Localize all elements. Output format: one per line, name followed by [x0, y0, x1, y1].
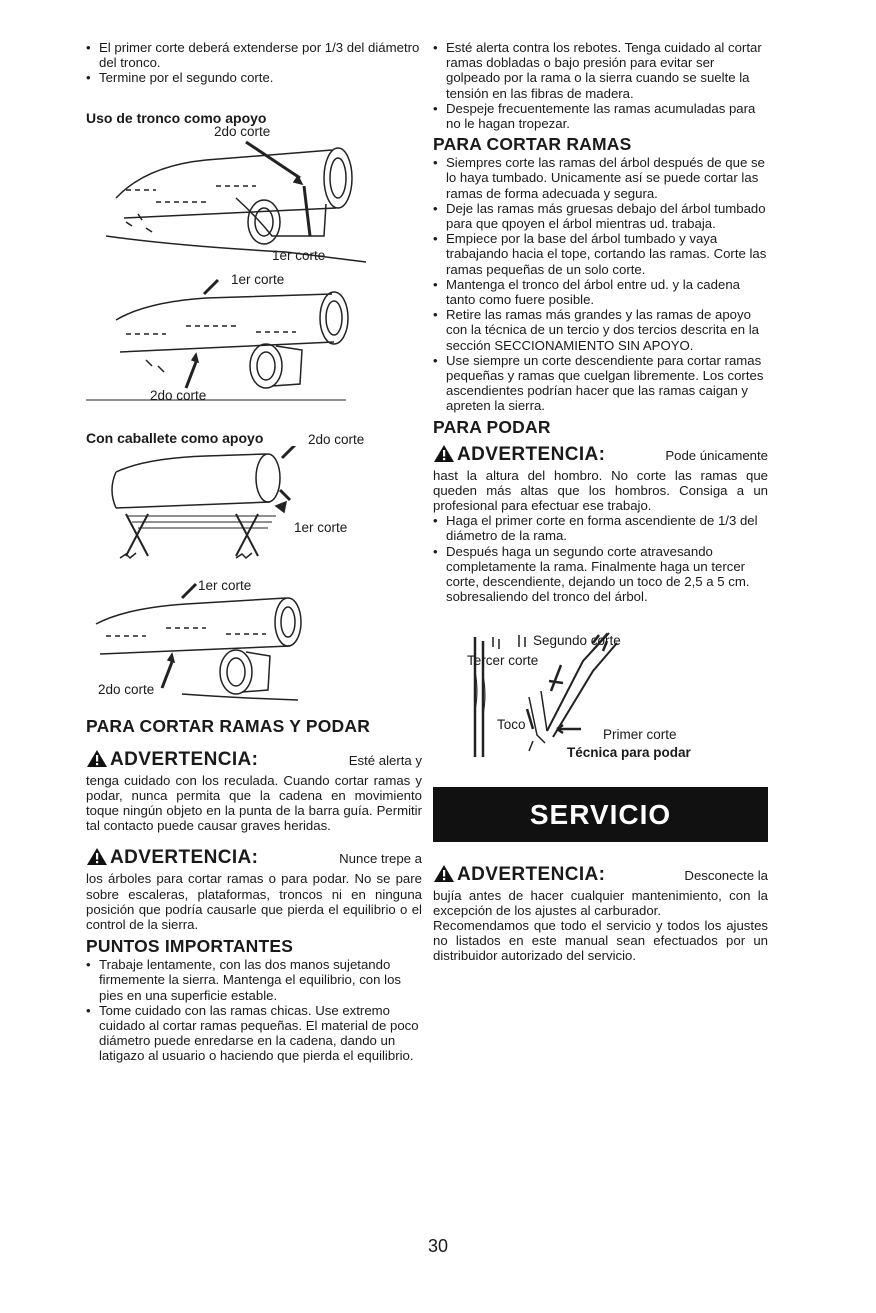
- warning-body: hast la altura del hombro. No corte las ramas que queden más altas que los hombros. Consiga a un profesional para efectuar ese trabajo.: [433, 467, 768, 514]
- service-banner: SERVICIO: [433, 787, 768, 842]
- warning-title: ADVERTENCIA:: [110, 847, 259, 869]
- list-item: • Retire las ramas más grandes y las ramas de apoyo con la técnica de un tercio y dos tercios descrita en la sección SECCIONAMIENTO SIN APOYO.: [433, 307, 768, 353]
- list-item: • Empiece por la base del árbol tumbado y vaya trabajando hacia el tope, cortando las ramas. Corte las ramas pequeñas de un solo corte.: [433, 231, 768, 277]
- warning-triangle-icon: [433, 864, 455, 888]
- limbing-pruning-title: PARA CORTAR RAMAS Y PODAR: [86, 715, 371, 736]
- second-cut-label: 2do corte: [308, 431, 365, 447]
- warning-lead: Pode únicamente: [665, 447, 768, 463]
- important-points-list: [86, 957, 422, 1063]
- first-cut-label: 1er corte: [231, 271, 285, 287]
- stub-label: Toco: [497, 716, 526, 732]
- warning-block: [433, 444, 768, 514]
- first-cut-label: 1er corte: [198, 577, 252, 593]
- warning-lead: Desconecte la: [684, 867, 768, 883]
- warning-body: bujía antes de hacer cualquier mantenimiento, con la excepción de los ajustes al carburador.: [433, 887, 768, 918]
- second-cut-label: 2do corte: [214, 123, 271, 139]
- list-item: • Use siempre un corte descendiente para cortar ramas pequeñas y ramas que cuelgan libremente. Los cortes ascendientes podrían hacer que las ramas caigan y apreten la sierra.: [433, 353, 768, 414]
- list-item: • Deje las ramas más gruesas debajo del árbol tumbado para que qpoyen el árbol mientras ud. trabaja.: [433, 201, 768, 231]
- pruning-illustration: [433, 631, 733, 761]
- warning-body: los árboles para cortar ramas o para podar. No se pare sobre escaleras, plataformas, troncos ni en ninguna posición que podría causarle que pierda el equilibrio o el control de la sierra.: [86, 871, 422, 933]
- warning-title: ADVERTENCIA:: [110, 748, 259, 770]
- log-support-heading: Uso de tronco como apoyo: [86, 109, 267, 126]
- pruning-title: PARA PODAR: [433, 416, 551, 437]
- second-cut-label: 2do corte: [98, 681, 155, 697]
- warning-triangle-icon: [433, 444, 455, 468]
- pruning-technique-figure: [433, 631, 768, 761]
- important-points-title: PUNTOS IMPORTANTES: [86, 936, 294, 957]
- first-cut-label: Primer corte: [603, 726, 677, 742]
- warning-triangle-icon: [86, 847, 108, 871]
- warning-lead: Esté alerta y: [348, 752, 422, 768]
- list-item: • Esté alerta contra los rebotes. Tenga cuidado al cortar ramas dobladas o bajo presión para evitar ser golpeado por la rama o la sierra cuando se suelte la tensión en las fibras de madera.: [433, 40, 768, 101]
- pruning-bullet-list: [433, 513, 768, 604]
- list-item: • Haga el primer corte en forma ascendiente de 1/3 del diámetro de la rama.: [433, 513, 768, 543]
- second-cut-label: Segundo corte: [533, 632, 621, 648]
- list-item: • Tome cuidado con las ramas chicas. Use extremo cuidado al cortar ramas pequeñas. El material de poco diámetro puede enredarse en la cadena, dando un latigazo al usuario o haciendo que pierda el equilibrio.: [86, 1003, 422, 1064]
- sawhorse-figure-2: [86, 577, 422, 710]
- third-cut-label: Tercer corte: [467, 652, 539, 668]
- warning-title: ADVERTENCIA:: [457, 863, 606, 885]
- pruning-caption: Técnica para podar: [567, 744, 691, 760]
- log-on-sawhorse-illustration: [86, 446, 386, 574]
- warning-block: [86, 749, 422, 834]
- limbing-bullet-list: [433, 155, 768, 413]
- right-column: [433, 40, 768, 964]
- list-item: • Despeje frecuentemente las ramas acumuladas para no le hagan tropezar.: [433, 101, 768, 131]
- list-item: • Trabaje lentamente, con las dos manos sujetando firmemente la sierra. Mantenga el equilibrio, con los pies en una superficie estable.: [86, 957, 422, 1003]
- first-cut-label: 1er corte: [294, 519, 348, 535]
- list-item: • El primer corte deberá extenderse por 1/3 del diámetro del tronco.: [86, 40, 422, 70]
- log-support-figure-1: [86, 123, 422, 272]
- limbing-title: PARA CORTAR RAMAS: [433, 134, 632, 155]
- warning-body: tenga cuidado con los reculada. Cuando cortar ramas y podar, nunca permita que la cadena en movimiento toque ningún objeto en la punta de la barra guía. Permitir tal contacto puede causar graves heridas.: [86, 772, 422, 834]
- sawhorse-support-heading: Con caballete como apoyo: [86, 429, 264, 446]
- list-item: • Después haga un segundo corte atravesando completamente la rama. Finalmente haga un tercer corte, descendiente, dejando un toco de 2,5 a 5 cm. sobresaliendo del tronco del árbol.: [433, 544, 768, 605]
- warning-lead: Nunce trepe a: [339, 851, 422, 867]
- second-cut-label: 2do corte: [150, 387, 207, 403]
- intro-bullet-list: [86, 40, 422, 86]
- log-on-log-illustration: [86, 123, 386, 272]
- list-item: • Mantenga el tronco del árbol entre ud. y la cadena tanto como fuere posible.: [433, 277, 768, 307]
- warning-triangle-icon: [86, 749, 108, 773]
- service-paragraph: Recomendamos que todo el servicio y todos los ajustes no listados en este manual sean efectuados por un distribuidor autorizado del servicio.: [433, 917, 768, 964]
- warning-block: [86, 847, 422, 932]
- list-item: • Siempres corte las ramas del árbol después de que se lo haya tumbado. Unicamente así se puede cortar las ramas de forma adecuada y segura.: [433, 155, 768, 201]
- warning-block: [433, 864, 768, 918]
- log-on-log-illustration: [86, 276, 386, 406]
- kickback-bullet-list: [433, 40, 768, 131]
- page-number: 30: [427, 1236, 449, 1256]
- list-item: • Termine por el segundo corte.: [86, 70, 422, 85]
- log-support-figure-2: [86, 271, 422, 406]
- warning-title: ADVERTENCIA:: [457, 443, 606, 465]
- first-cut-label: 1er corte: [272, 247, 326, 263]
- left-column: [86, 40, 422, 1064]
